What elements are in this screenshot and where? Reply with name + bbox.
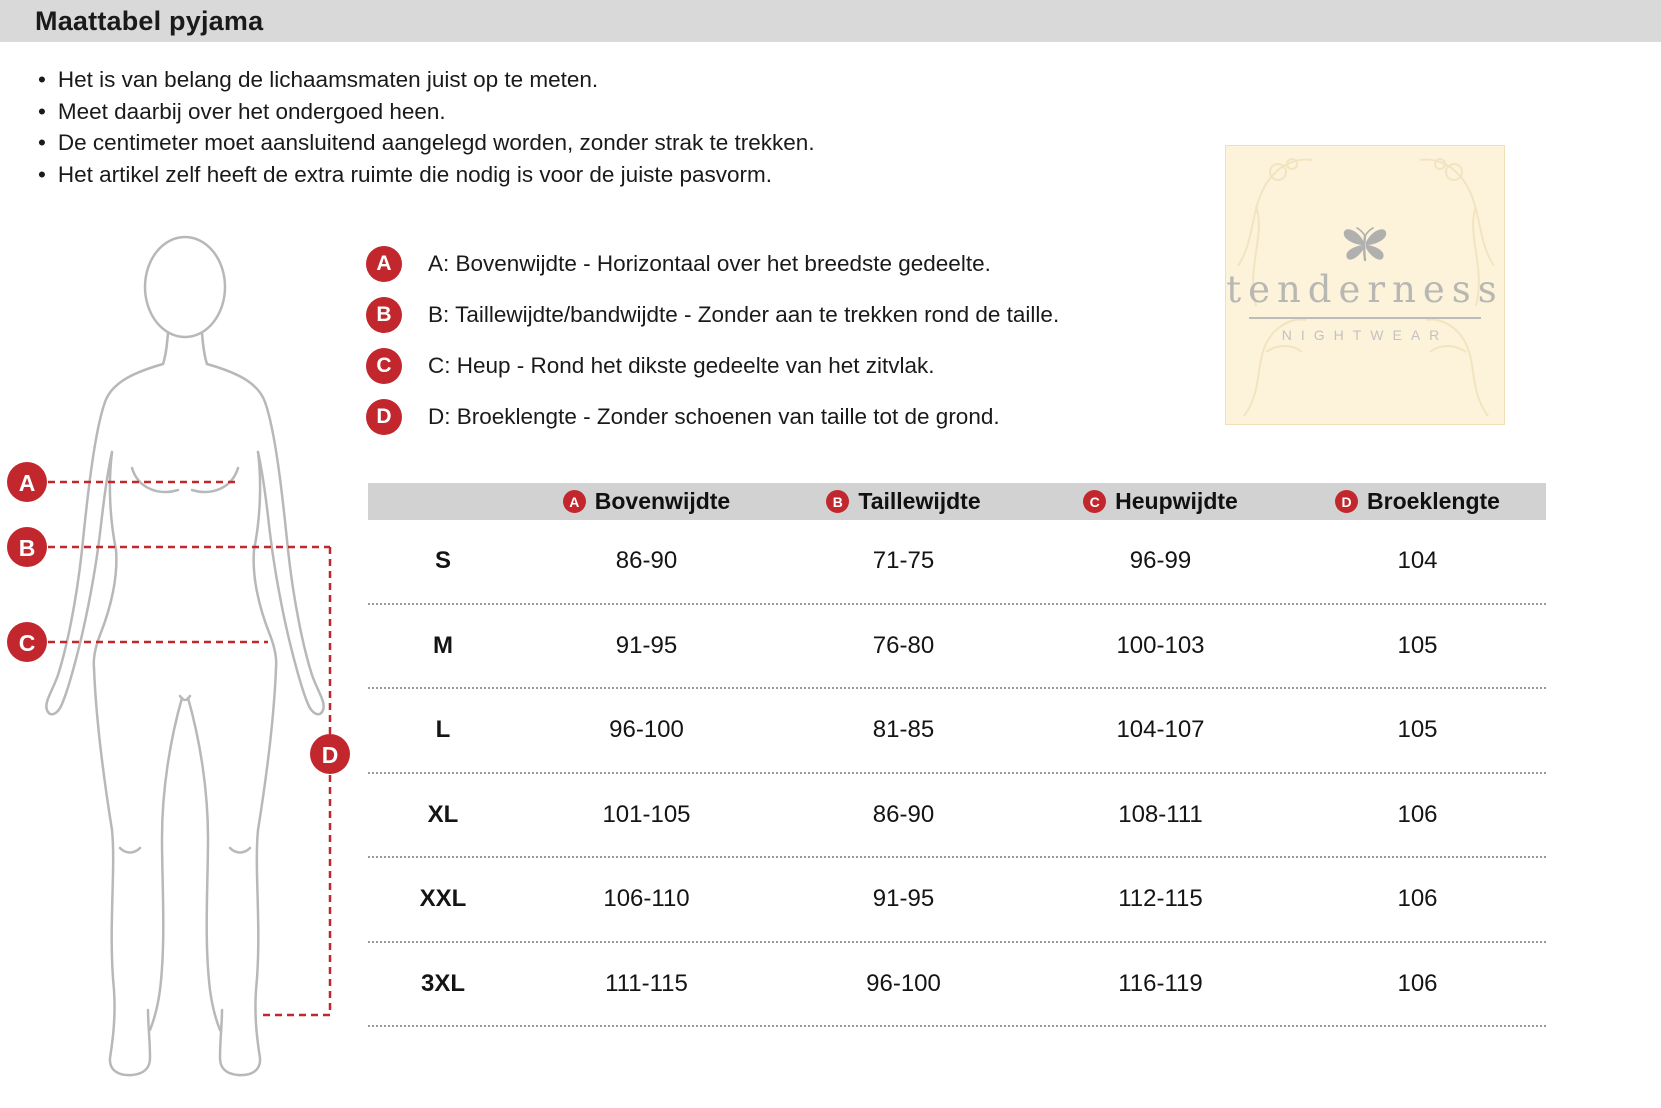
bust-value: 106-110 xyxy=(603,885,690,913)
size-label: XXL xyxy=(419,885,467,913)
legend-item-b xyxy=(366,297,1059,333)
marker-d-badge: D xyxy=(366,399,402,435)
marker-c-letter: C xyxy=(18,630,36,656)
size-label: M xyxy=(433,631,453,659)
hip-value: 116-119 xyxy=(1118,969,1203,997)
waist-value: 96-100 xyxy=(866,969,941,997)
table-row-m xyxy=(368,605,1546,690)
marker-d-letter: D xyxy=(321,742,339,768)
bust-value: 86-90 xyxy=(615,547,678,575)
marker-a-letter: A xyxy=(18,470,36,496)
legend-d-text: D: Broeklengte - Zonder schoenen van taille tot de grond. xyxy=(428,404,1000,429)
column-b-badge: B xyxy=(826,490,849,513)
instruction-list xyxy=(38,64,815,190)
legend-a-text: A: Bovenwijdte - Horizontaal over het breedste gedeelte. xyxy=(428,251,991,276)
brand-logo xyxy=(1225,145,1505,425)
column-c-badge: C xyxy=(1083,490,1106,513)
brand-divider xyxy=(1249,317,1481,319)
length-value: 106 xyxy=(1397,800,1438,828)
brand-name: tenderness xyxy=(1226,268,1504,311)
bust-value: 96-100 xyxy=(609,716,684,744)
marker-c-badge: C xyxy=(366,348,402,384)
marker-b-letter: B xyxy=(18,535,36,561)
waist-value: 76-80 xyxy=(872,631,935,659)
length-value: 105 xyxy=(1397,716,1438,744)
silhouette-outline xyxy=(46,237,323,1075)
waist-value: 91-95 xyxy=(872,885,935,913)
instruction-item: • Het is van belang de lichaamsmaten juist op te meten. xyxy=(38,64,815,96)
bust-value: 111-115 xyxy=(605,969,688,997)
instruction-item: • Het artikel zelf heeft de extra ruimte die nodig is voor de juiste pasvorm. xyxy=(38,159,815,191)
length-value: 104 xyxy=(1397,547,1438,575)
column-a-badge: A xyxy=(563,490,586,513)
table-header-row xyxy=(368,483,1546,520)
hip-value: 112-115 xyxy=(1118,885,1203,913)
column-header-bovenwijdte xyxy=(518,488,775,515)
title-bar xyxy=(0,0,1661,42)
column-header-heupwijdte xyxy=(1032,488,1289,515)
measurement-legend xyxy=(366,246,1059,450)
marker-b-badge: B xyxy=(366,297,402,333)
table-row-l xyxy=(368,689,1546,774)
instruction-item: • De centimeter moet aansluitend aangelegd worden, zonder strak te trekken. xyxy=(38,127,815,159)
table-row-xxl xyxy=(368,858,1546,943)
instruction-item: • Meet daarbij over het ondergoed heen. xyxy=(38,96,815,128)
butterfly-icon xyxy=(1342,224,1388,266)
column-d-label: Broeklengte xyxy=(1367,488,1500,514)
bust-value: 101-105 xyxy=(602,800,691,828)
column-d-badge: D xyxy=(1335,490,1358,513)
legend-item-c xyxy=(366,348,1059,384)
length-value: 105 xyxy=(1397,631,1438,659)
size-table xyxy=(368,483,1546,1027)
column-b-label: Taillewijdte xyxy=(858,488,981,514)
size-label: 3XL xyxy=(420,969,465,997)
size-label: L xyxy=(435,716,451,744)
measurement-lines xyxy=(48,482,330,1015)
hip-value: 108-111 xyxy=(1118,800,1203,828)
bust-value: 91-95 xyxy=(615,631,678,659)
legend-c-text: C: Heup - Rond het dikste gedeelte van het zitvlak. xyxy=(428,353,935,378)
hip-value: 104-107 xyxy=(1116,716,1205,744)
length-value: 106 xyxy=(1397,969,1438,997)
body-silhouette xyxy=(0,230,400,1108)
legend-b-text: B: Taillewijdte/bandwijdte - Zonder aan te trekken rond de taille. xyxy=(428,302,1060,327)
hip-value: 100-103 xyxy=(1116,631,1205,659)
column-c-label: Heupwijdte xyxy=(1115,488,1238,514)
waist-value: 81-85 xyxy=(872,716,935,744)
waist-value: 86-90 xyxy=(872,800,935,828)
table-row-3xl xyxy=(368,943,1546,1028)
table-row-xl xyxy=(368,774,1546,859)
length-value: 106 xyxy=(1397,885,1438,913)
size-label: XL xyxy=(427,800,459,828)
size-label: S xyxy=(434,547,451,575)
legend-item-d xyxy=(366,399,1059,435)
column-a-label: Bovenwijdte xyxy=(594,488,731,514)
column-header-taillewijdte xyxy=(775,488,1032,515)
column-header-broeklengte xyxy=(1289,488,1546,515)
table-row-s xyxy=(368,520,1546,605)
hip-value: 96-99 xyxy=(1129,547,1192,575)
waist-value: 71-75 xyxy=(872,547,935,575)
brand-subtitle: NIGHTWEAR xyxy=(1281,327,1449,343)
marker-a-badge: A xyxy=(366,246,402,282)
legend-item-a xyxy=(366,246,1059,282)
page-title: Maattabel pyjama xyxy=(35,5,264,36)
